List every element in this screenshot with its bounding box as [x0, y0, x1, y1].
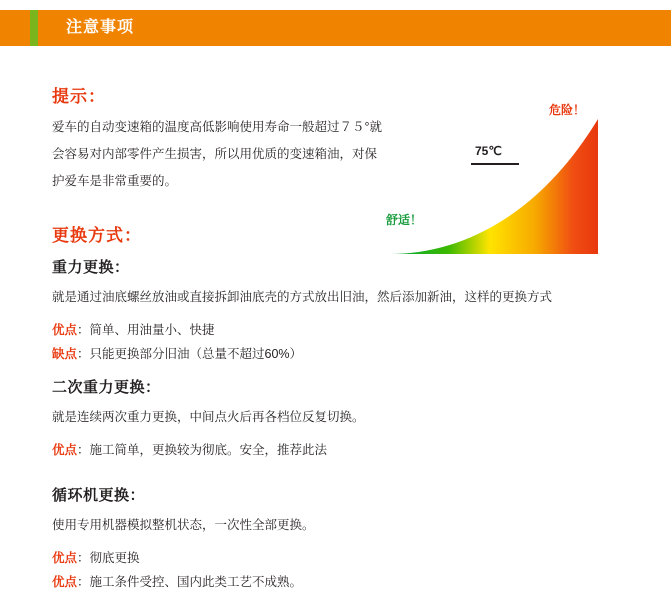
method-point: [52, 438, 612, 462]
method-block-description: 使用专用机器模拟整机状态，一次性全部更换。: [52, 518, 315, 532]
method-point-text: 施工简单，更换较为彻底。安全，推荐此法: [89, 443, 328, 457]
tip-body: [52, 114, 412, 195]
method-point: [52, 546, 612, 570]
method-point-text: 简单、用油量小、快捷: [89, 323, 215, 337]
method-point-text: 彻底更换: [89, 551, 140, 565]
method-block-description: 就是连续两次重力更换，中间点火后再各档位反复切换。: [52, 410, 365, 424]
tip-line: 爱车的自动变速箱的温度高低影响使用寿命一般超过７５°就: [52, 120, 382, 134]
method-point-text: 施工条件受控、国内此类工艺不成熟。: [89, 575, 303, 589]
method-point-label: 缺点: [52, 347, 78, 361]
method-point-separator: ：: [77, 551, 90, 565]
method-block: [52, 484, 612, 594]
gauge-temperature-label: 75℃: [475, 144, 502, 158]
method-point-label: 优点: [52, 551, 78, 565]
page-title: 注意事项: [66, 19, 135, 36]
method-point: [52, 318, 612, 342]
temperature-gauge-graphic: [386, 101, 610, 258]
gauge-danger-label: 危险！: [549, 103, 586, 117]
tip-section-title: 提示：: [52, 87, 106, 106]
method-block: [52, 256, 612, 366]
tip-line: 护爱车是非常重要的。: [52, 174, 178, 188]
method-point-separator: ：: [77, 323, 90, 337]
method-block-heading: 重力更换：: [52, 259, 130, 276]
tip-line: 会容易对内部零件产生损害，所以用优质的变速箱油，对保: [52, 147, 378, 161]
method-block: [52, 376, 612, 462]
method-point: [52, 342, 612, 366]
header-green-accent: [30, 10, 38, 46]
method-section-title: 更换方式：: [52, 226, 142, 245]
method-block-heading: 循环机更换：: [52, 487, 146, 504]
method-block-description: 就是通过油底螺丝放油或直接拆卸油底壳的方式放出旧油，然后添加新油，这样的更换方式: [52, 290, 553, 304]
method-point-label: 优点: [52, 575, 78, 589]
method-point: [52, 570, 612, 594]
method-point-label: 优点: [52, 443, 78, 457]
method-point-separator: ：: [77, 347, 90, 361]
gauge-comfort-label: 舒适！: [386, 213, 423, 227]
method-point-text: 只能更换部分旧油（总量不超过60%）: [89, 347, 303, 361]
temperature-gauge: [386, 101, 610, 258]
method-point-separator: ：: [77, 443, 90, 457]
page-header: [0, 10, 671, 46]
method-block-heading: 二次重力更换：: [52, 379, 161, 396]
method-point-label: 优点: [52, 323, 78, 337]
gauge-temperature-marker: [471, 163, 519, 165]
method-point-separator: ：: [77, 575, 90, 589]
